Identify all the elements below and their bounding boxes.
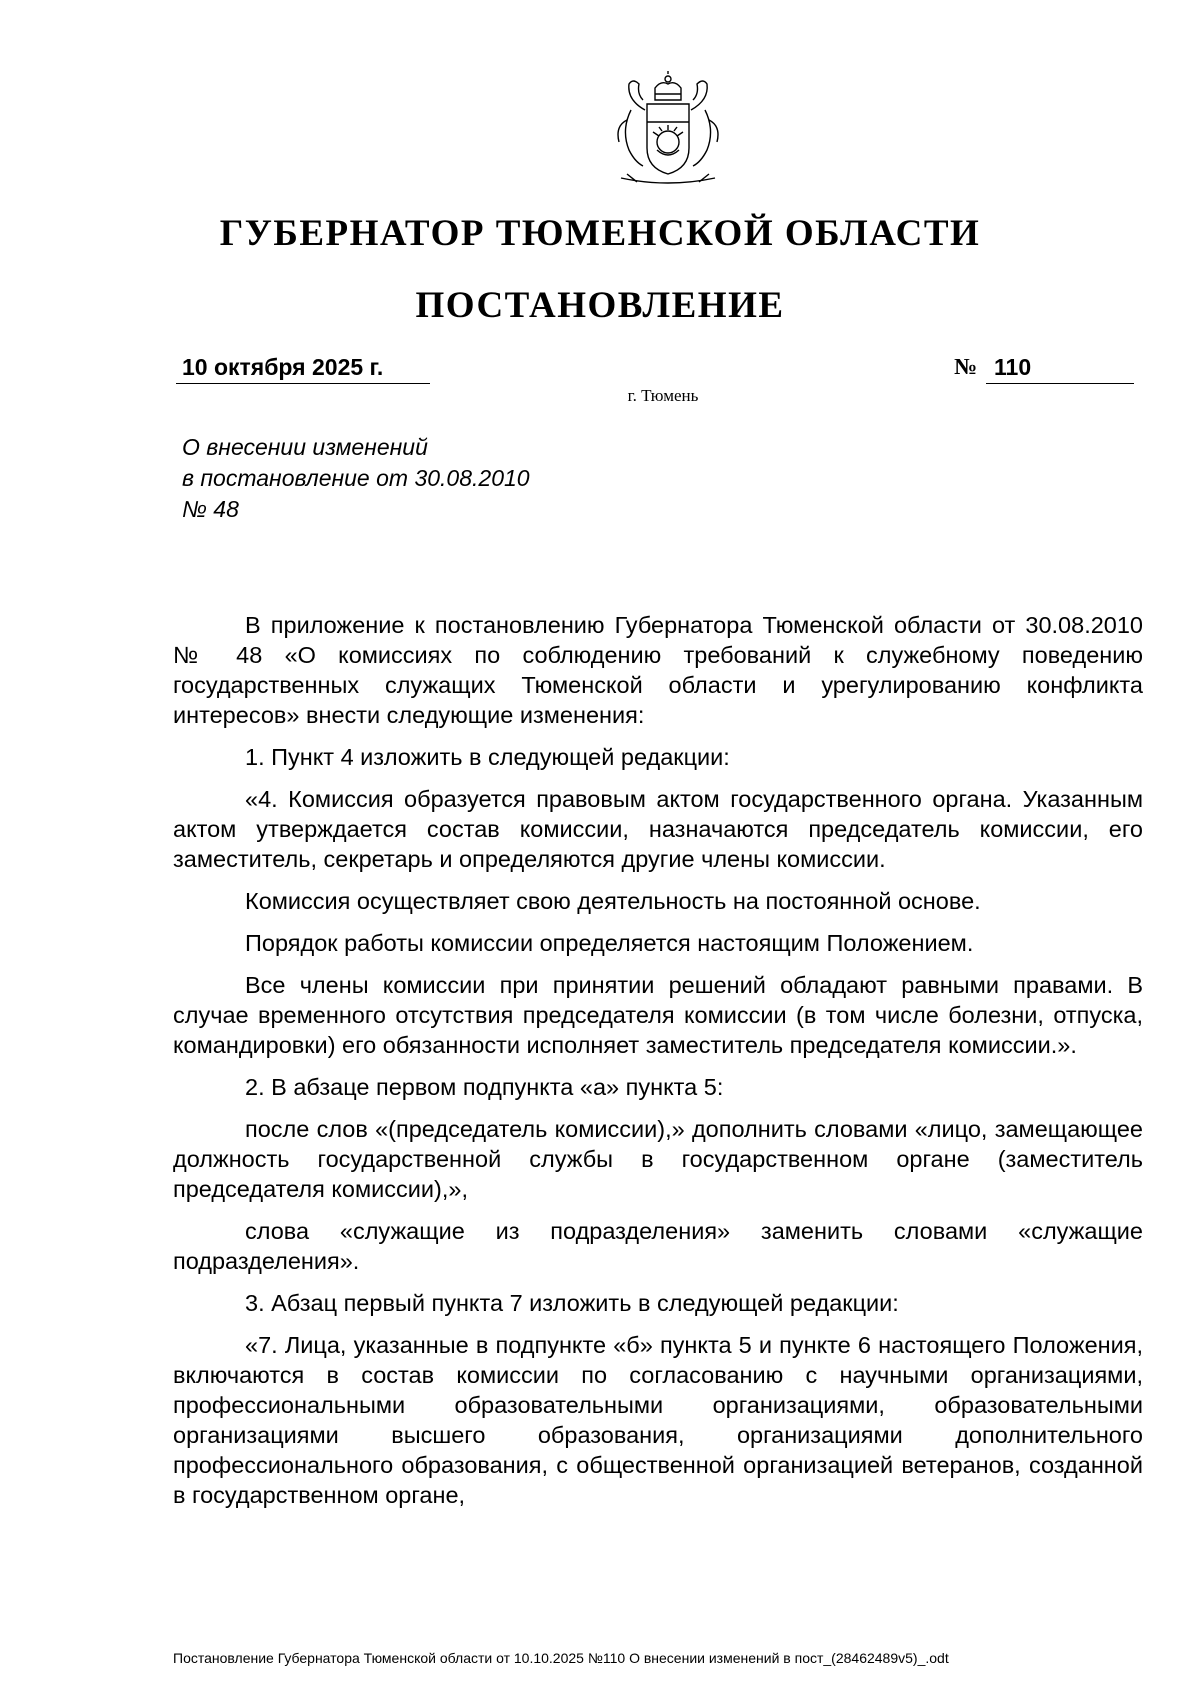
- body-paragraph: Все члены комиссии при принятии решений обладают равными правами. В случае временного отсутствия председателя комиссии (в том числе болезни, отпуска, командировки) его обязанности исполняет заместитель председателя комиссии.».: [173, 972, 1143, 1058]
- document-body: [173, 610, 1143, 1522]
- authority-title: ГУБЕРНАТОР ТЮМЕНСКОЙ ОБЛАСТИ: [219, 213, 981, 254]
- body-paragraph: 1. Пункт 4 изложить в следующей редакции:: [245, 744, 730, 770]
- document-city: г. Тюмень: [627, 386, 699, 405]
- body-paragraph: Порядок работы комиссии определяется настоящим Положением.: [245, 930, 974, 956]
- subject-line: О внесении изменений: [182, 434, 428, 460]
- document-subject: [182, 432, 530, 525]
- body-paragraph: В приложение к постановлению Губернатора Тюменской области от 30.08.2010 № 48 «О комиссиях по соблюдению требований к служебному поведению государственных служащих Тюменской области и урегулированию конфликта интересов» внести следующие изменения:: [173, 612, 1143, 728]
- body-paragraph: «7. Лица, указанные в подпункте «б» пункта 5 и пункте 6 настоящего Положения, включаются в состав комиссии по согласованию с научными организациями, профессиональными образовательными организациями, образовательными организациями высшего образования, организациями дополнительного профессионального образования, с общественной организацией ветеранов, созданной в государственном органе,: [173, 1332, 1143, 1508]
- body-paragraph: после слов «(председатель комиссии),» дополнить словами «лицо, замещающее должность государственной службы в государственном органе (заместитель председателя комиссии),»,: [173, 1116, 1143, 1202]
- document-number: 110: [986, 354, 1134, 384]
- body-paragraph: 3. Абзац первый пункта 7 изложить в следующей редакции:: [245, 1290, 899, 1316]
- document-type-title: ПОСТАНОВЛЕНИЕ: [415, 285, 785, 326]
- body-paragraph: Комиссия осуществляет свою деятельность на постоянной основе.: [245, 888, 981, 914]
- body-paragraph: 2. В абзаце первом подпункта «а» пункта 5:: [245, 1074, 724, 1100]
- subject-line: № 48: [182, 496, 239, 522]
- coat-of-arms-icon: [597, 70, 739, 186]
- subject-line: в постановление от 30.08.2010: [182, 465, 530, 491]
- body-paragraph: слова «служащие из подразделения» заменить словами «служащие подразделения».: [173, 1218, 1143, 1274]
- document-date: 10 октября 2025 г.: [176, 354, 430, 384]
- document-footer: Постановление Губернатора Тюменской области от 10.10.2025 №110 О внесении изменений в пост_(28462489v5)_.odt: [173, 1650, 949, 1666]
- number-sign: №: [954, 354, 978, 379]
- body-paragraph: «4. Комиссия образуется правовым актом государственного органа. Указанным актом утверждается состав комиссии, назначаются председатель комиссии, его заместитель, секретарь и определяются другие члены комиссии.: [173, 786, 1143, 872]
